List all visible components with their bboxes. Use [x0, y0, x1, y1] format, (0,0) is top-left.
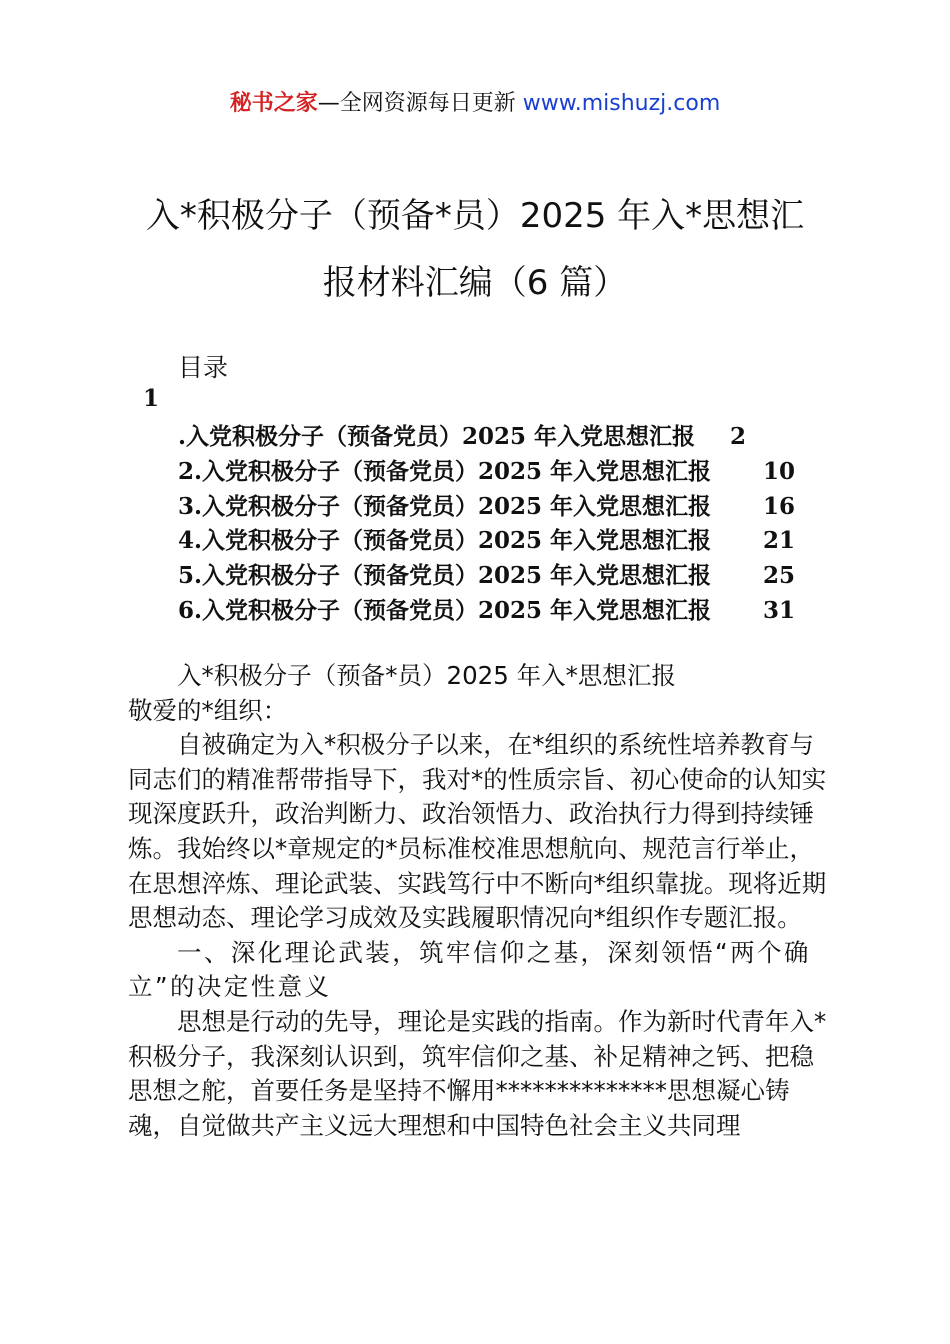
toc-item[interactable] — [178, 524, 798, 559]
header-tagline: —全网资源每日更新 — [317, 91, 523, 116]
report-heading: 入*积极分子（预备*员）2025 年入*思想汇报 — [177, 661, 676, 690]
toc-label: 目录 — [178, 353, 229, 382]
paragraph-intro: 自被确定为入*积极分子以来，在*组织的系统性培养教育与同志们的精准帮带指导下，我对*的性质宗旨、初心使命的认知实现深度跃升，政治判断力、政治领悟力、政治执行力得到持续锤炼。我始终以*章规定的*员标准校准思想航向、规范言行举止，在思想淬炼、理论武装、实践笃行中不断向*组织靠拢。现将近期思想动态、理论学习成效及实践履职情况向*组织作专题汇报。 — [128, 730, 827, 933]
toc-item-title: 4.入党积极分子（预备党员）2025 年入党思想汇报 — [178, 527, 712, 555]
toc-item-title: 2.入党积极分子（预备党员）2025 年入党思想汇报 — [178, 457, 712, 485]
section-heading-1: 一、深化理论武装，筑牢信仰之基，深刻领悟“两个确立”的决定性意义 — [128, 937, 811, 1002]
table-of-contents — [178, 420, 798, 629]
toc-item-page: 2 — [730, 423, 747, 450]
toc-item[interactable] — [178, 420, 798, 455]
toc-item-page: 21 — [763, 527, 796, 555]
report-body — [128, 659, 832, 1143]
salutation: 敬爱的*组织： — [128, 695, 288, 725]
site-url-link[interactable]: www.mishuzj.com — [522, 91, 721, 116]
document-title-line-2: 报材料汇编（6 篇） — [322, 263, 628, 303]
toc-item-page: 16 — [763, 492, 796, 520]
toc-item-page: 25 — [763, 562, 796, 590]
toc-item-title: 3.入党积极分子（预备党员）2025 年入党思想汇报 — [178, 492, 712, 520]
toc-item-page: 31 — [763, 596, 796, 624]
toc-item[interactable] — [178, 490, 798, 525]
toc-item-title: 6.入党积极分子（预备党员）2025 年入党思想汇报 — [178, 596, 712, 624]
toc-first-number: 1 — [143, 385, 160, 412]
site-header — [0, 88, 950, 120]
brand-name: 秘书之家 — [229, 91, 318, 116]
paragraph-theory: 思想是行动的先导，理论是实践的指南。作为新时代青年入*积极分子，我深刻认识到，筑牢信仰之基、补足精神之钙、把稳思想之舵，首要任务是坚持不懈用**************思想凝心铸魂，自觉做共产主义远大理想和中国特色社会主义共同理 — [128, 1006, 827, 1140]
toc-item[interactable] — [178, 594, 798, 629]
toc-item-title: 5.入党积极分子（预备党员）2025 年入党思想汇报 — [178, 562, 712, 590]
toc-item[interactable] — [178, 559, 798, 594]
toc-item-title: .入党积极分子（预备党员）2025 年入党思想汇报 — [178, 423, 696, 450]
document-title-line-1: 入*积极分子（预备*员）2025 年入*思想汇 — [145, 196, 805, 236]
toc-item-page: 10 — [763, 457, 796, 485]
toc-item[interactable] — [178, 455, 798, 490]
